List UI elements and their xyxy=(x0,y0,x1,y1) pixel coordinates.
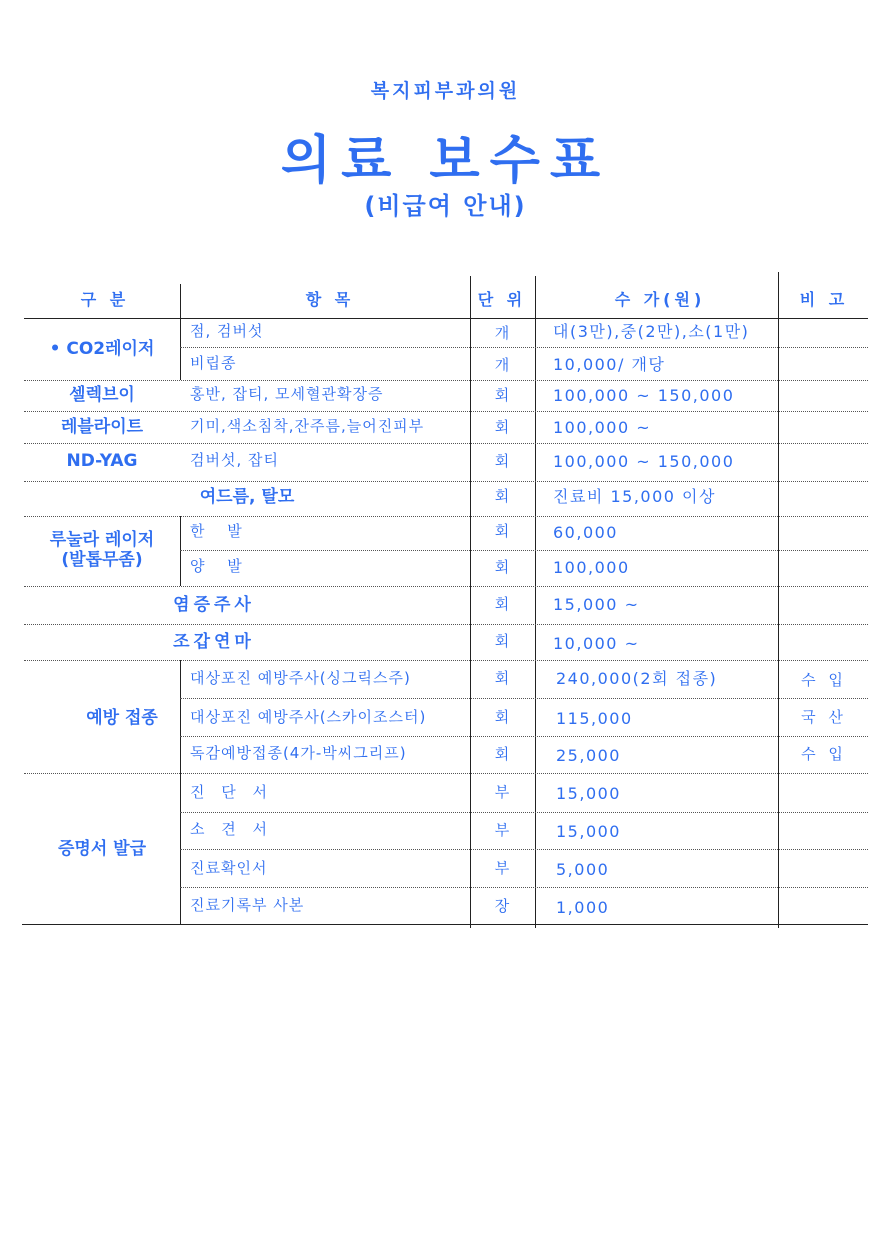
item-name: 소 견 서 xyxy=(190,820,274,838)
item-price: 15,000 xyxy=(556,822,621,841)
item-unit: 부 xyxy=(494,821,510,839)
category-co2-laser: • CO2레이저 xyxy=(49,339,155,359)
header-item: 항 목 xyxy=(305,290,355,309)
header-price: 수 가(원) xyxy=(614,290,706,309)
item-unit: 회 xyxy=(494,632,510,650)
divider xyxy=(180,698,868,699)
category-lunula-laser: 루눌라 레이저 xyxy=(49,530,155,550)
divider xyxy=(24,380,868,381)
item-unit: 회 xyxy=(494,708,510,726)
document-title: 의료 보수표 xyxy=(280,131,611,191)
divider xyxy=(24,773,868,774)
item-unit: 회 xyxy=(494,522,510,540)
divider xyxy=(535,276,536,928)
item-name: 진료기록부 사본 xyxy=(190,896,305,914)
divider xyxy=(24,660,868,661)
item-name: 홍반, 잡티, 모세혈관확장증 xyxy=(190,385,384,403)
item-name: 검버섯, 잡티 xyxy=(190,451,279,469)
item-unit: 부 xyxy=(494,783,510,801)
item-unit: 회 xyxy=(494,452,510,470)
divider xyxy=(180,887,868,888)
item-name: 양 발 xyxy=(190,557,251,575)
category-revlite: 레블라이트 xyxy=(60,417,144,437)
divider xyxy=(180,550,868,551)
item-unit: 개 xyxy=(494,324,510,342)
item-unit: 회 xyxy=(494,487,510,505)
item-unit: 개 xyxy=(494,356,510,374)
item-price: 1,000 xyxy=(556,898,610,917)
item-price: 진료비 15,000 이상 xyxy=(553,487,716,506)
divider xyxy=(180,812,868,813)
item-note: 국 산 xyxy=(801,708,847,726)
item-price: 115,000 xyxy=(556,709,633,728)
clinic-name: 복지피부과의원 xyxy=(370,80,521,102)
category-acne-hair-loss: 여드름, 탈모 xyxy=(199,487,295,507)
item-unit: 회 xyxy=(494,558,510,576)
divider xyxy=(180,516,181,586)
item-price: 60,000 xyxy=(553,523,618,542)
item-price: 240,000(2회 접종) xyxy=(556,669,718,688)
item-unit: 부 xyxy=(494,859,510,877)
category-inflammation-injection: 염증주사 xyxy=(173,595,255,615)
header-unit: 단 위 xyxy=(477,290,527,309)
item-note: 수 입 xyxy=(801,671,847,689)
header-category: 구 분 xyxy=(80,290,130,309)
item-unit: 회 xyxy=(494,595,510,613)
item-name: 대상포진 예방주사(스카이조스터) xyxy=(190,708,427,726)
divider xyxy=(180,849,868,850)
divider xyxy=(24,443,868,444)
category-lunula-laser-sub: (발톱무좀) xyxy=(61,550,143,570)
divider xyxy=(22,924,868,925)
item-price: 100,000 ~ 150,000 xyxy=(553,452,735,471)
divider xyxy=(180,347,868,348)
item-name: 한 발 xyxy=(190,522,251,540)
divider xyxy=(778,272,779,928)
item-unit: 장 xyxy=(494,897,510,915)
item-price: 15,000 xyxy=(556,784,621,803)
divider xyxy=(24,624,868,625)
divider xyxy=(180,284,181,318)
item-price: 대(3만),중(2만),소(1만) xyxy=(553,322,750,341)
category-certificate: 증명서 발급 xyxy=(57,839,147,859)
document-subtitle: (비급여 안내) xyxy=(364,192,527,220)
item-price: 100,000 ~ xyxy=(553,418,652,437)
item-unit: 회 xyxy=(494,418,510,436)
divider xyxy=(24,586,868,587)
item-name: 독감예방접종(4가-박씨그리프) xyxy=(190,744,407,762)
divider xyxy=(180,736,868,737)
item-unit: 회 xyxy=(494,669,510,687)
divider xyxy=(24,481,868,482)
divider xyxy=(180,660,181,924)
item-name: 점, 검버섯 xyxy=(190,322,264,340)
item-unit: 회 xyxy=(494,745,510,763)
divider xyxy=(24,318,868,319)
divider xyxy=(24,411,868,412)
item-price: 15,000 ~ xyxy=(553,595,640,614)
item-price: 25,000 xyxy=(556,746,621,765)
divider xyxy=(180,318,181,380)
category-nd-yag: ND-YAG xyxy=(66,451,138,471)
item-name: 기미,색소침착,잔주름,늘어진피부 xyxy=(190,417,425,435)
item-price: 10,000 ~ xyxy=(553,634,640,653)
item-name: 대상포진 예방주사(싱그릭스주) xyxy=(190,669,411,687)
item-price: 100,000 ~ 150,000 xyxy=(553,386,735,405)
item-name: 진 단 서 xyxy=(190,783,274,801)
category-select-v: 셀렉브이 xyxy=(69,385,135,405)
item-price: 10,000/ 개당 xyxy=(553,355,666,374)
category-vaccination: 예방 접종 xyxy=(86,708,158,728)
header-note: 비 고 xyxy=(799,290,849,309)
category-nail-polishing: 조갑연마 xyxy=(173,632,255,652)
item-name: 비립종 xyxy=(190,354,237,372)
item-unit: 회 xyxy=(494,386,510,404)
divider xyxy=(24,516,868,517)
item-price: 100,000 xyxy=(553,558,630,577)
item-name: 진료확인서 xyxy=(190,859,268,877)
item-price: 5,000 xyxy=(556,860,610,879)
item-note: 수 입 xyxy=(801,745,847,763)
